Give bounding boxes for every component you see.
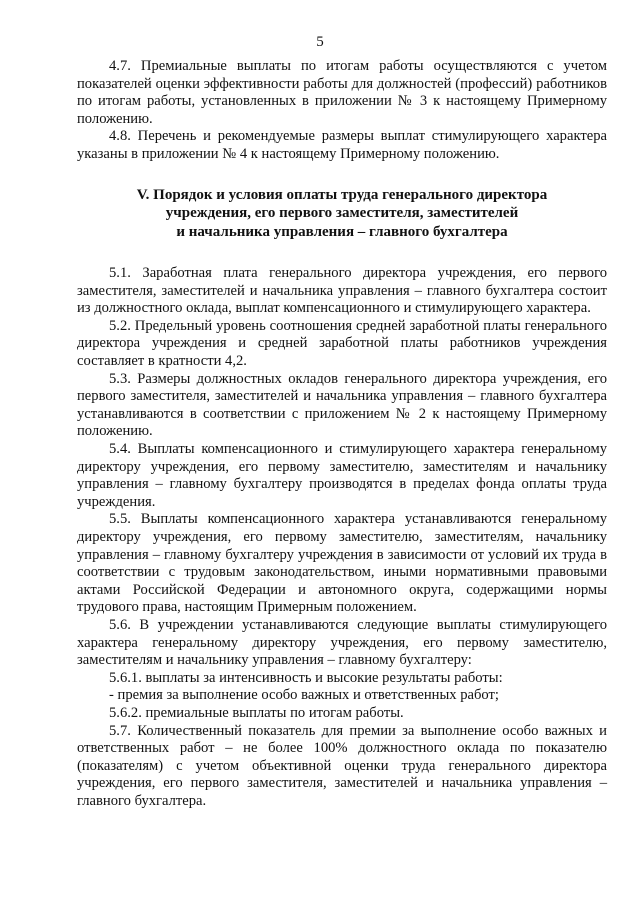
paragraph-4-7: 4.7. Премиальные выплаты по итогам работы осуществляются с учетом показателей оценки эффективности работы для должностей (профессий) работников по итогам работы, установленных в приложении № 3 к настоящему Примерному положению. — [77, 58, 607, 127]
section-heading-line-3: и начальника управления – главного бухгалтера — [176, 223, 508, 240]
paragraph-5-6-1: 5.6.1. выплаты за интенсивность и высокие результаты работы: — [109, 669, 503, 686]
paragraph-4-8: 4.8. Перечень и рекомендуемые размеры выплат стимулирующего характера указаны в приложении № 4 к настоящему Примерному положению. — [77, 128, 607, 162]
section-heading — [77, 186, 607, 242]
paragraph-5-6-2: 5.6.2. премиальные выплаты по итогам работы. — [109, 704, 404, 721]
paragraph-5-7: 5.7. Количественный показатель для премии за выполнение особо важных и ответственных работ – не более 100% должностного оклада по показателю (показателям) с учетом объективной оценки труда генерального директора учреждения, его первого заместителя, заместителей и начальника управления – главного бухгалтера. — [77, 722, 607, 809]
paragraph-5-3: 5.3. Размеры должностных окладов генерального директора учреждения, его первого заместителя, заместителей и начальника управления – главного бухгалтера устанавливаются в соответствии с приложением № 2 к настоящему Примерному положению. — [77, 370, 607, 440]
paragraph-5-4: 5.4. Выплаты компенсационного и стимулирующего характера генеральному директору учреждения, его первому заместителю, заместителям и начальнику управления – главному бухгалтеру производятся в пределах фонда оплаты труда учреждения. — [77, 441, 607, 510]
paragraph-5-2: 5.2. Предельный уровень соотношения средней заработной платы генерального директора учреждения и средней заработной платы работников учреждения составляет в кратности 4,2. — [77, 317, 607, 370]
paragraph-5-5: 5.5. Выплаты компенсационного характера устанавливаются генеральному директору учреждения, его первому заместителю, заместителям, начальнику управления – главному бухгалтеру учреждения в зависимости от условий их труда в соответствии с трудовым законодательством, иными нормативными правовыми актами Российской Федерации и автономного округа, содержащими нормы трудового права, настоящим Примерным положением. — [77, 511, 607, 616]
page-number: 5 — [316, 34, 324, 50]
list-item-bonus: - премия за выполнение особо важных и ответственных работ; — [109, 687, 499, 704]
section-heading-line-2: учреждения, его первого заместителя, заместителей — [165, 205, 519, 222]
document-body — [77, 58, 607, 810]
paragraph-5-1: 5.1. Заработная плата генерального директора учреждения, его первого заместителя, заместителей и начальника управления – главного бухгалтера состоит из должностного оклада, выплат компенсационного и стимулирующего характера. — [77, 265, 607, 317]
section-heading-line-1: V. Порядок и условия оплаты труда генерального директора — [136, 186, 548, 203]
paragraph-5-6: 5.6. В учреждении устанавливаются следующие выплаты стимулирующего характера генеральному директору учреждения, его первому заместителю, заместителям и начальнику управления – главному бухгалтеру: — [77, 616, 607, 669]
